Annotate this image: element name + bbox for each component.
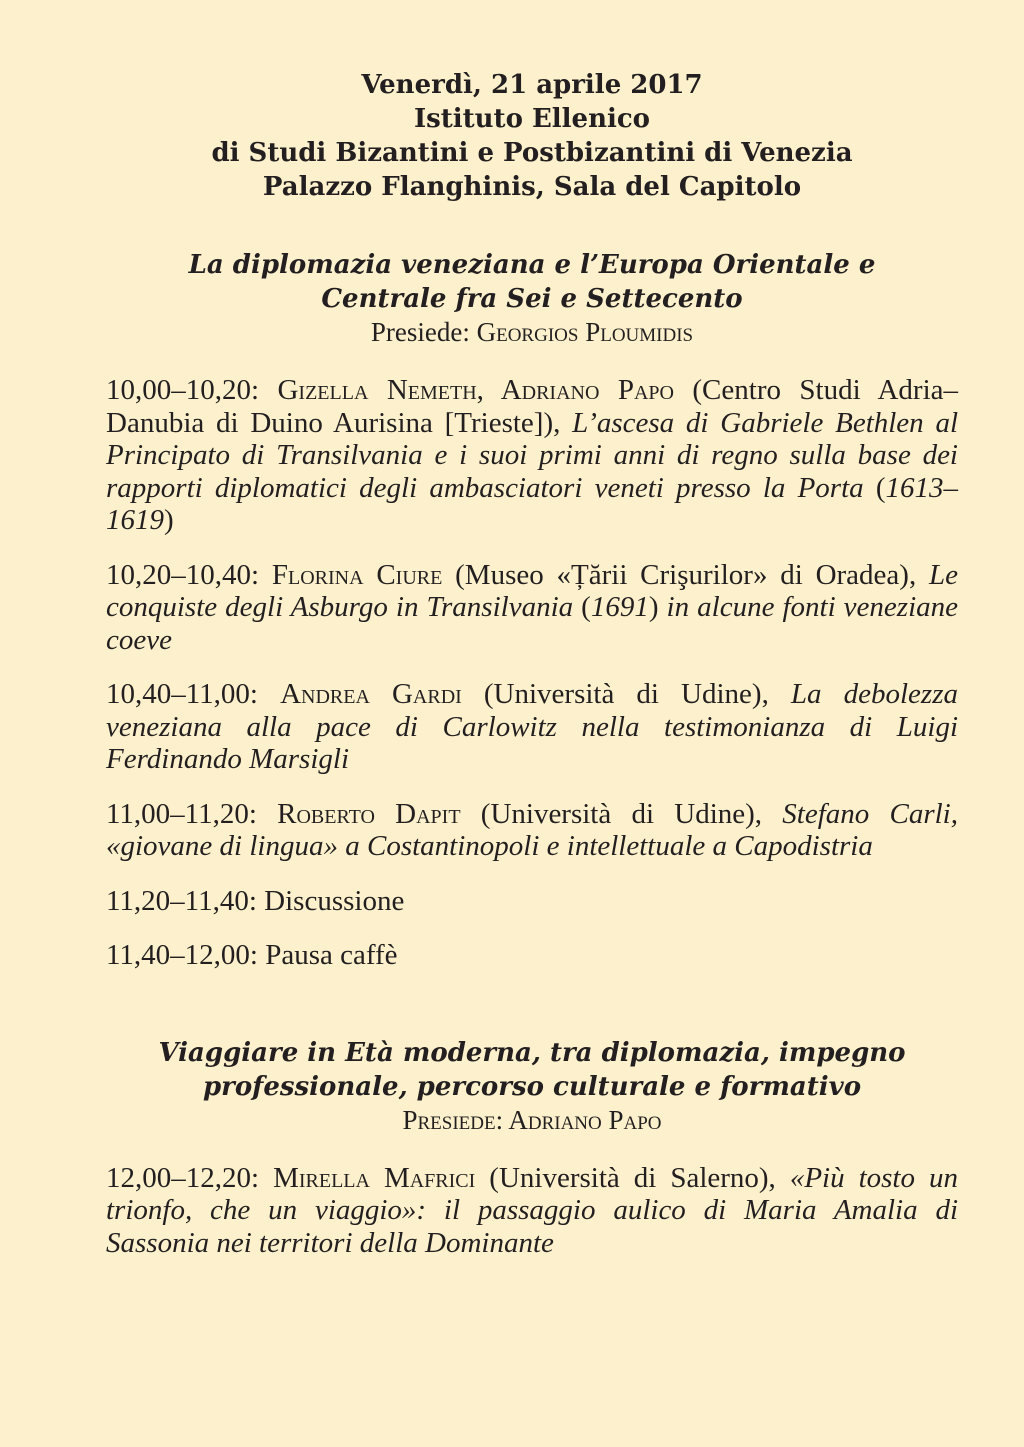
talk-speakers: Andrea Gardi [280, 678, 462, 710]
talk-text: Discussione [264, 884, 405, 917]
talk-item [106, 798, 958, 863]
session-2 [106, 1036, 958, 1260]
session-1-talks [106, 374, 958, 972]
session-1 [106, 248, 958, 972]
programme-page [106, 68, 958, 1259]
institute-name-line1: Istituto Ellenico [413, 104, 651, 134]
talk-time: 10,40–11,00: [106, 678, 281, 710]
talk-time: 12,00–12,20: [106, 1161, 274, 1194]
talk-affiliation: (Università di Udine), [460, 797, 783, 830]
talk-item [106, 885, 958, 918]
talk-time: 11,20–11,40: [106, 884, 265, 917]
talk-time: 11,00–11,20: [106, 797, 278, 830]
event-date: Venerdì, 21 aprile 2017 [361, 70, 703, 100]
event-header [106, 68, 958, 204]
talk-title: Stefano Carli, «giovane di lingua» a Costantinopoli e intellettuale a Capodistria [106, 797, 958, 862]
talk-title: L’ascesa di Gabriele Bethlen al Principato di Transilvania e i suoi primi anni di regno sulla base dei rapporti diplomatici degli ambasciatori veneti presso la Porta [106, 406, 959, 504]
talk-time: 11,40–12,00: [106, 939, 266, 971]
talk-item: 10,20–10,40: Florina Ciure (Museo «Țării Crişurilor» di Oradea), Le conquiste degli Asburgo in Transilvania (1691) in alcune fonti veneziane coeve [106, 558, 958, 656]
talk-speakers: Roberto Dapit [277, 797, 461, 830]
talk-item [106, 1162, 958, 1260]
session-2-title: Viaggiare in Età moderna, tra diplomazia, impegno professionale, percorso culturale e formativo [158, 1037, 906, 1102]
event-venue: Palazzo Flanghinis, Sala del Capitolo [262, 172, 802, 202]
talk-time: 10,00–10,20: [106, 374, 278, 406]
talk-affiliation: (Università di Salerno), [475, 1161, 790, 1194]
talk-speakers: Mirella Mafrici [273, 1161, 476, 1194]
talk-affiliation: (Museo «Țării Crişurilor» di Oradea), [442, 558, 929, 591]
session-1-title: La diplomazia veneziana e l’Europa Orientale e Centrale fra Sei e Settecento [188, 250, 876, 314]
talk-item [106, 678, 958, 776]
session-2-chair: Presiede: Adriano Papo [402, 1104, 662, 1135]
talk-title: «Più tosto un trionfo, che un viaggio»: il passaggio aulico di Maria Amalia di Sassonia nei territori della Dominante [106, 1161, 958, 1259]
session-2-talks [106, 1162, 958, 1260]
talk-affiliation: (Università di Udine), [461, 678, 791, 710]
talk-text: Pausa caffè [265, 939, 398, 971]
talk-item [106, 939, 958, 972]
talk-title: Le conquiste degli Asburgo in Transilvania [106, 558, 958, 623]
talk-speakers: Florina Ciure [271, 558, 443, 591]
talk-affiliation: (Centro Studi Adria–Danubia di Duino Aurisina [Trieste]), [106, 374, 958, 439]
institute-name-line2: di Studi Bizantini e Postbizantini di Venezia [211, 138, 853, 168]
session-1-chair: Presiede: Georgios Ploumidis [370, 317, 694, 347]
talk-speakers: Gizella Nemeth, Adriano Papo [277, 374, 674, 406]
talk-time: 10,20–10,40: [106, 558, 272, 591]
talk-item: 10,00–10,20: Gizella Nemeth, Adriano Papo (Centro Studi Adria–Danubia di Duino Aurisina [Trieste]), L’ascesa di Gabriele Bethlen al Principato di Transilvania e i suoi primi anni di regno sulla base dei rapporti diplomatici degli ambasciatori veneti presso la Porta (1613–1619) [106, 374, 959, 536]
talk-title: La debolezza veneziana alla pace di Carlowitz nella testimonianza di Luigi Ferdinando Marsigli [106, 678, 958, 775]
